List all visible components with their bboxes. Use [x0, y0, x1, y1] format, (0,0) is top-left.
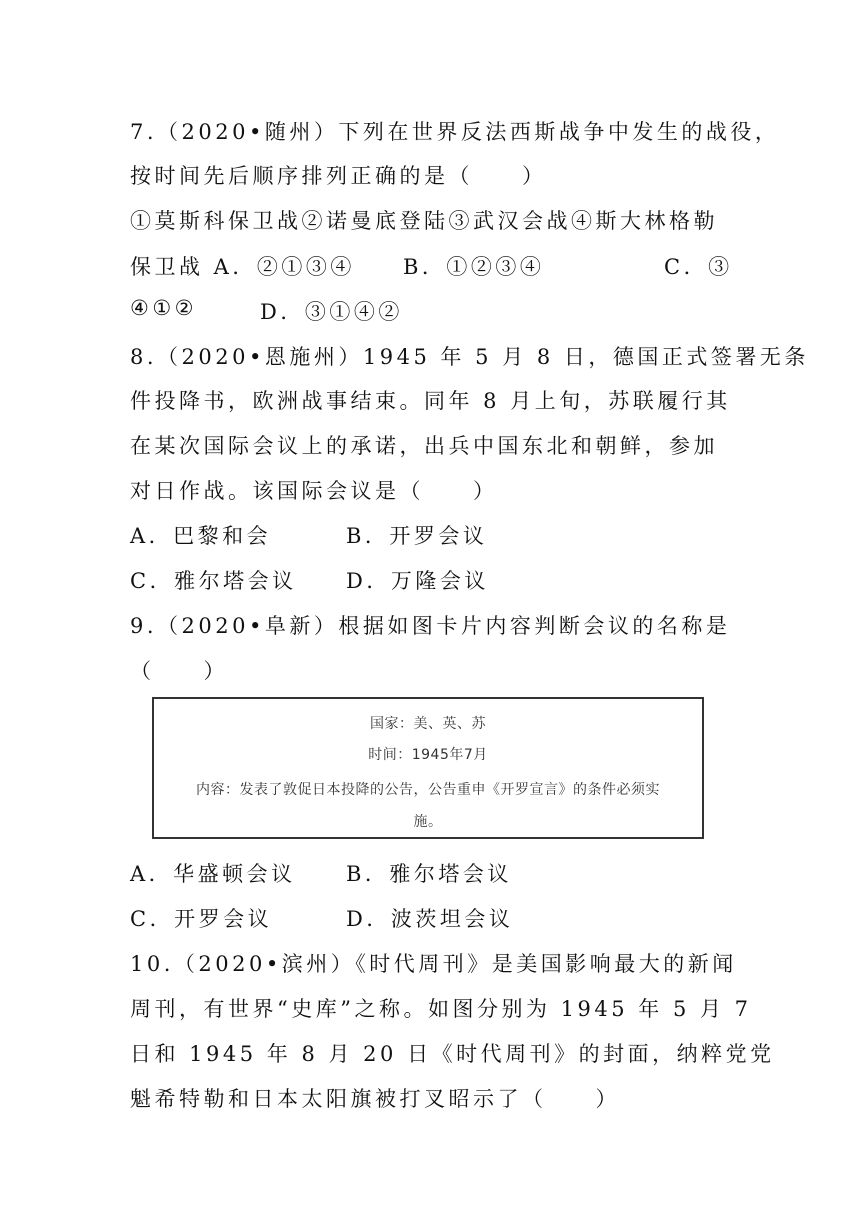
q7-stem-line3: ①莫斯科保卫战②诺曼底登陆③武汉会战④斯大林格勒: [130, 209, 718, 233]
q7-stem-line1: 7.（2020•随州）下列在世界反法西斯战争中发生的战役，: [130, 120, 780, 144]
q8-stem-line2: 件投降书，欧洲战事结束。同年 8 月上旬，苏联履行其: [130, 389, 731, 413]
card-country: 国家：美、英、苏: [370, 716, 486, 732]
q9-option-d: D．波茨坦会议: [346, 907, 514, 931]
q8-stem-line1: 8.（2020•恩施州）1945 年 5 月 8 日，德国正式签署无条: [130, 345, 809, 369]
q8-option-b: B．开罗会议: [346, 524, 488, 548]
q8-stem-line4: 对日作战。该国际会议是（ ）: [130, 479, 498, 503]
card-time: 时间：1945年7月: [368, 747, 488, 763]
q8-stem-line3: 在某次国际会议上的承诺，出兵中国东北和朝鲜，参加: [130, 434, 718, 458]
q9-stem-line2: （ ）: [130, 659, 228, 683]
q10-stem-line3: 日和 1945 年 8 月 20 日《时代周刊》的封面，纳粹党党: [130, 1042, 775, 1066]
q7-option-c-cont: ④①②: [130, 296, 197, 320]
q7-option-a: 保卫战 A．②①③④: [130, 255, 355, 279]
card-content-line2: 施。: [413, 814, 443, 830]
q8-option-c: C．雅尔塔会议: [130, 569, 297, 593]
card-content-line1: 内容：发表了敦促日本投降的公告，公告重申《开罗宣言》的条件必须实: [196, 782, 660, 798]
q7-option-b: B．①②③④: [403, 255, 545, 279]
q8-option-d: D．万隆会议: [346, 569, 489, 593]
q10-stem-line4: 魁希特勒和日本太阳旗被打叉昭示了（ ）: [130, 1087, 620, 1111]
q7-stem-line2: 按时间先后顺序排列正确的是（ ）: [130, 164, 547, 188]
q9-stem-line1: 9.（2020•阜新）根据如图卡片内容判断会议的名称是: [130, 614, 731, 638]
q9-option-b: B．雅尔塔会议: [346, 862, 512, 886]
q8-option-a: A．巴黎和会: [130, 524, 272, 548]
q10-stem-line1: 10.（2020•滨州）《时代周刊》是美国影响最大的新闻: [130, 952, 737, 976]
q9-option-c: C．开罗会议: [130, 907, 273, 931]
q7-option-d: D．③①④②: [260, 300, 403, 324]
q9-option-a: A．华盛顿会议: [130, 862, 296, 886]
q10-stem-line2: 周刊，有世界“史库”之称。如图分别为 1945 年 5 月 7: [130, 997, 752, 1021]
q9-info-card: [152, 697, 704, 839]
q7-option-c: C．③: [664, 255, 733, 279]
